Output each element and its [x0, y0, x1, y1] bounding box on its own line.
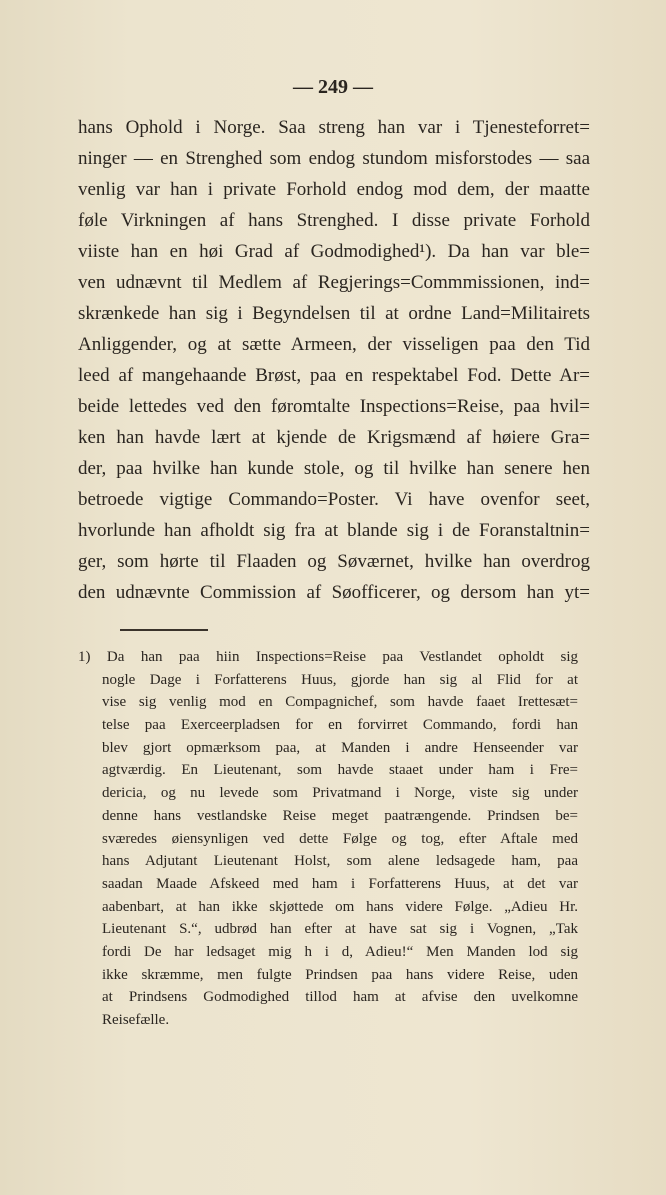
- text-line: der, paa hvilke han kunde stole, og til hvilke han senere hen: [78, 458, 590, 479]
- footnote-line: hans Adjutant Lieutenant Holst, som alene ledsagede ham, paa: [102, 853, 578, 870]
- main-text: [78, 112, 590, 608]
- text-line: skrænkede han sig i Begyndelsen til at ordne Land=Militairets: [78, 303, 590, 324]
- text-line: beide lettedes ved den føromtalte Inspections=Reise, paa hvil=: [78, 396, 590, 417]
- text-line: Anliggender, og at sætte Armeen, der visseligen paa den Tid: [78, 334, 590, 355]
- text-line: hvorlunde han afholdt sig fra at blande sig i de Foranstaltnin=: [78, 520, 590, 541]
- footnote-line: fordi De har ledsaget mig h i d, Adieu!“ Men Manden lod sig: [102, 943, 578, 960]
- text-line: betroede vigtige Commando=Poster. Vi have ovenfor seet,: [78, 489, 590, 510]
- footnote: [78, 646, 578, 1032]
- text-line: hans Ophold i Norge. Saa streng han var i Tjenesteforret=: [78, 117, 590, 138]
- text-line: ger, som hørte til Flaaden og Søværnet, hvilke han overdrog: [78, 551, 590, 572]
- footnote-line: telse paa Exerceerpladsen for en forvirret Commando, fordi han: [102, 717, 578, 734]
- footnote-line: vise sig venlig mod en Compagnichef, som havde faaet Irettesæt=: [102, 694, 578, 711]
- text-line: viiste han en høi Grad af Godmodighed¹). Da han var ble=: [78, 241, 590, 262]
- text-line: ninger — en Strenghed som endog stundom misforstodes — saa: [78, 148, 590, 169]
- footnote-line: dericia, og nu levede som Privatmand i Norge, viste sig under: [102, 785, 578, 802]
- footnote-line: Lieutenant S.“, udbrød han efter at have sat sig i Vognen, „Tak: [102, 921, 578, 938]
- footnote-line: Reisefælle.: [102, 1012, 170, 1028]
- text-line: ven udnævnt til Medlem af Regjerings=Commmissionen, ind=: [78, 272, 590, 293]
- text-line: føle Virkningen af hans Strenghed. I disse private Forhold: [78, 210, 590, 231]
- footnote-line: nogle Dage i Forfatterens Huus, gjorde han sig al Flid for at: [102, 671, 578, 688]
- footnote-line: denne hans vestlandske Reise meget paatrængende. Prindsen be=: [102, 807, 578, 824]
- footnote-line: sværedes øiensynligen ved dette Følge og tog, efter Aftale med: [102, 830, 578, 847]
- footnote-line: at Prindsens Godmodighed tillod ham at afvise den uvelkomne: [102, 989, 578, 1006]
- footnote-line: saadan Maade Afskeed med ham i Forfatterens Huus, at det var: [102, 875, 578, 892]
- text-line: den udnævnte Commission af Søofficerer, og dersom han yt=: [78, 582, 590, 603]
- footnote-line: agtværdig. En Lieutenant, som havde staaet under ham i Fre=: [102, 762, 578, 779]
- footnote-line: ikke skræmme, men fulgte Prindsen paa hans videre Reise, uden: [102, 966, 578, 983]
- footnote-line: aabenbart, at han ikke skjøttede om hans videre Følge. „Adieu Hr.: [102, 898, 578, 915]
- text-line: ken han havde lært at kjende de Krigsmænd af høiere Gra=: [78, 427, 590, 448]
- footnote-line: 1) Da han paa hiin Inspections=Reise paa Vestlandet opholdt sig: [78, 649, 578, 665]
- text-line: leed af mangehaande Brøst, paa en respektabel Fod. Dette Ar=: [78, 365, 590, 386]
- page-number: — 249 —: [293, 76, 373, 98]
- footnote-divider: [120, 629, 208, 631]
- text-line: venlig var han i private Forhold endog mod dem, der maatte: [78, 179, 590, 200]
- footnote-line: blev gjort opmærksom paa, at Manden i andre Henseender var: [102, 739, 578, 756]
